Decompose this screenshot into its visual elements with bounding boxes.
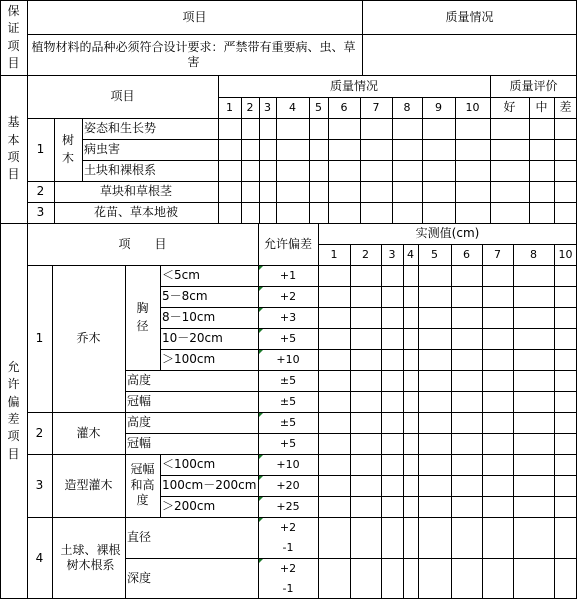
- row-label: ＞200cm: [162, 499, 216, 513]
- measure-col-5: 5: [431, 247, 438, 261]
- group-no: 4: [35, 550, 44, 565]
- measure-col-8: 8: [530, 247, 537, 261]
- cell-marker-icon: [259, 476, 263, 480]
- row-label: 冠幅: [127, 436, 152, 450]
- cell-marker-icon: [259, 287, 263, 291]
- basic-tree-label: 树木: [61, 133, 74, 165]
- basic-tree-item: 病虫害: [84, 142, 121, 156]
- guarantee-content: 植物材料的品种必须符合设计要求：严禁带有重要病、虫、草害: [31, 39, 356, 69]
- basic-col-6: 6: [340, 100, 348, 114]
- basic-quality-header: 质量情况: [329, 78, 378, 93]
- basic-item-header: 项目: [110, 89, 135, 103]
- eval-medium: 中: [535, 100, 548, 114]
- row-label: 100cm－200cm: [162, 478, 257, 492]
- cell-marker-icon: [259, 455, 263, 459]
- measure-col-6: 6: [463, 247, 470, 261]
- row-label: 直径: [127, 530, 152, 544]
- measure-col-2: 2: [362, 247, 369, 261]
- group-name: 乔木: [76, 331, 101, 345]
- row-deviation-plus: +2: [279, 562, 297, 576]
- row-deviation: ±5: [279, 394, 297, 408]
- guarantee-item-header: 项目: [182, 9, 207, 24]
- row-deviation: +10: [276, 457, 300, 471]
- row-deviation: ±5: [279, 373, 297, 387]
- basic-col-4: 4: [289, 100, 296, 114]
- basic-col-7: 7: [372, 100, 380, 114]
- group-no: 3: [35, 478, 44, 492]
- row-deviation-plus: +2: [279, 521, 297, 535]
- allowance-item-header: 项 目: [118, 236, 167, 251]
- row-deviation: +25: [276, 499, 300, 513]
- row-label: ＜5cm: [162, 268, 200, 282]
- group-no: 2: [35, 425, 44, 440]
- row-deviation-minus: -1: [282, 582, 294, 596]
- row-label: 高度: [127, 373, 152, 387]
- guarantee-quality-header: 质量情况: [445, 9, 494, 24]
- cell-marker-icon: [259, 559, 263, 563]
- row-deviation: +3: [279, 310, 297, 324]
- measure-col-7: 7: [494, 247, 501, 261]
- basic-col-2: 2: [246, 100, 254, 114]
- group-sub-label: 胸径: [136, 301, 149, 333]
- row-label: 深度: [127, 571, 152, 585]
- measure-col-3: 3: [388, 247, 396, 261]
- cell-marker-icon: [259, 329, 263, 333]
- group-name: 造型灌木: [64, 478, 113, 492]
- row-label: 5－8cm: [162, 289, 208, 303]
- basic-col-9: 9: [435, 100, 442, 114]
- allowance-section-label: 允许偏差项目: [7, 359, 20, 461]
- group-name: 土球、裸根树木根系: [60, 543, 121, 572]
- basic-tree-item: 姿态和生长势: [84, 121, 157, 135]
- basic-section-label: 基本项目: [7, 115, 20, 182]
- measure-col-4: 4: [407, 247, 414, 261]
- row-label: 8－10cm: [162, 310, 216, 324]
- row-deviation: +5: [279, 436, 297, 450]
- allowance-deviation-header: 允许偏差: [263, 236, 312, 251]
- row-label: ＜100cm: [162, 457, 216, 471]
- group-sub-label: 冠幅和高度: [130, 462, 155, 508]
- group-no: 1: [35, 331, 44, 345]
- eval-poor: 差: [559, 100, 572, 114]
- basic-row-label: 花苗、草本地被: [93, 205, 178, 219]
- row-deviation: +20: [276, 478, 300, 492]
- cell-marker-icon: [259, 266, 263, 270]
- cell-marker-icon: [259, 413, 263, 417]
- basic-row-no: 3: [36, 205, 45, 219]
- row-deviation: ±5: [279, 415, 297, 429]
- row-deviation: +10: [276, 352, 300, 366]
- row-label: 10－20cm: [162, 331, 223, 345]
- basic-col-5: 5: [315, 100, 322, 114]
- row-label: 高度: [127, 415, 152, 429]
- allowance-measure-header: 实测值(cm): [415, 226, 480, 240]
- eval-good: 好: [503, 100, 516, 114]
- cell-marker-icon: [259, 518, 263, 522]
- cell-marker-icon: [259, 497, 263, 501]
- row-label: 冠幅: [127, 394, 152, 408]
- basic-row-label: 草块和草根茎: [99, 184, 172, 198]
- group-name: 灌木: [76, 425, 101, 440]
- basic-col-3: 3: [264, 100, 271, 114]
- cell-marker-icon: [259, 308, 263, 312]
- measure-col-1: 1: [330, 247, 338, 261]
- basic-col-1: 1: [226, 100, 233, 114]
- guarantee-section-label: 保证项目: [7, 3, 20, 70]
- basic-row-no: 1: [36, 142, 45, 156]
- basic-col-8: 8: [403, 100, 411, 114]
- row-deviation: +5: [279, 331, 297, 345]
- basic-col-10: 10: [465, 100, 480, 114]
- cell-marker-icon: [259, 350, 263, 354]
- row-deviation-minus: -1: [282, 541, 294, 555]
- measure-col-10: 10: [558, 247, 573, 261]
- row-label: ＞100cm: [162, 352, 216, 366]
- basic-tree-item: 土块和裸根系: [84, 163, 157, 177]
- basic-eval-header: 质量评价: [509, 78, 558, 93]
- row-deviation: +2: [279, 289, 297, 303]
- basic-row-no: 2: [36, 184, 45, 198]
- row-deviation: +1: [279, 268, 297, 282]
